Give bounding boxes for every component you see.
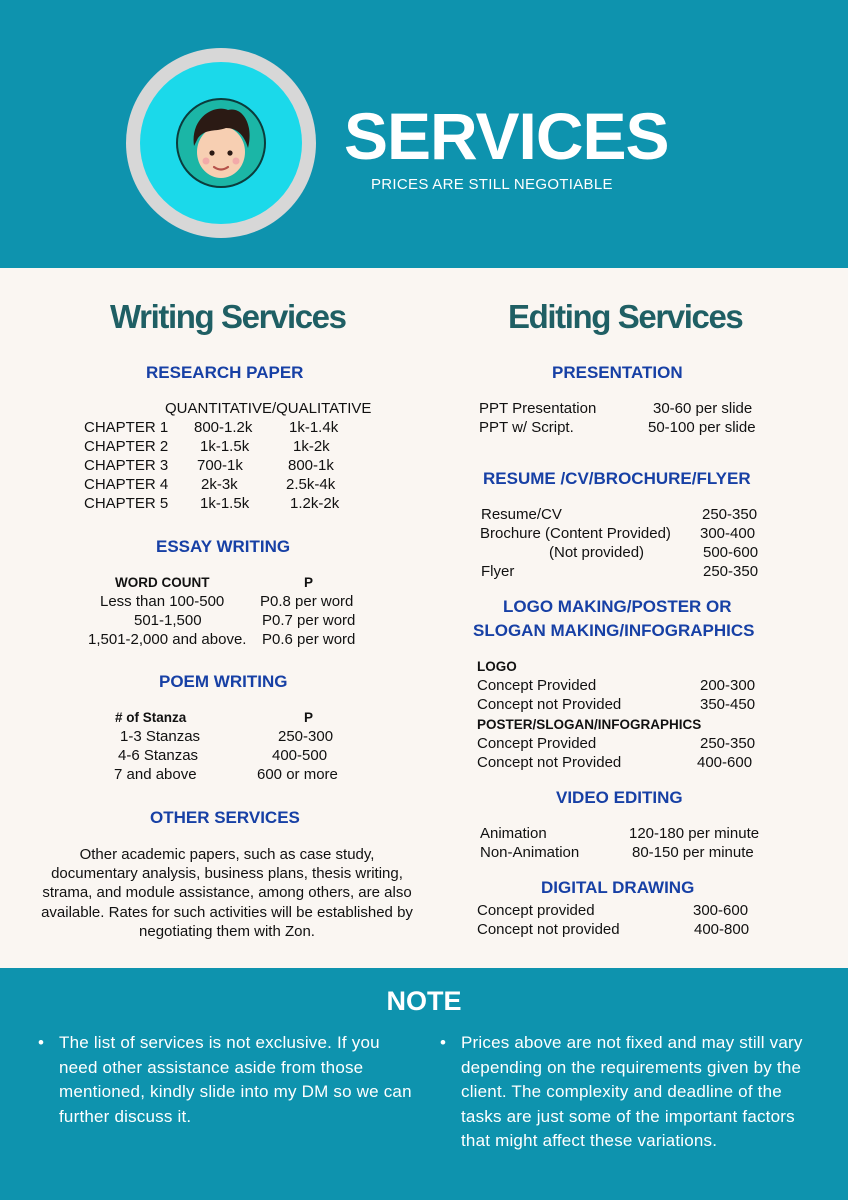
poster-row-item: Concept Provided [477,735,597,752]
writing-services-heading: Writing Services [110,298,346,335]
resume-row-item: Resume/CV [481,506,562,523]
poem-row-price: 600 or more [257,766,338,783]
drawing-row-price: 400-800 [694,921,750,938]
avatar [176,98,266,188]
research-column-header: QUANTITATIVE/QUALITATIVE [165,400,372,417]
research-row-quant: 1k-1.5k [200,495,250,512]
essay-col-header: WORD COUNT [115,575,210,590]
resume-row-item: Brochure (Content Provided) [480,525,671,542]
poem-row-count: 4-6 Stanzas [118,747,199,764]
essay-row-price: P0.8 per word [260,593,354,610]
video-row-price: 80-150 per minute [632,844,754,861]
presentation-row-price: 30-60 per slide [653,400,753,417]
presentation-row-item: PPT w/ Script. [479,419,574,436]
video-row-price: 120-180 per minute [629,825,760,842]
logo-label: LOGO [477,659,517,674]
poem-col-header: # of Stanza [115,710,187,725]
logo-row-price: 350-450 [700,696,756,713]
resume-row-price: 250-350 [703,563,759,580]
other-services-text: Other academic papers, such as case study, documentary analysis, business plans, thesis writing, strama, and module assistance, among others, are also available. Rates for such activities will be established by negotiating them with Zon. [41,846,413,940]
research-row-qual: 1.2k-2k [290,495,340,512]
avatar-icon [176,98,266,188]
research-row-qual: 1k-1.4k [289,419,339,436]
logo-heading-line1: LOGO MAKING/POSTER OR [503,597,732,616]
page-title: SERVICES [344,99,669,173]
header-banner [0,0,848,268]
research-row-label: CHAPTER 4 [84,476,169,493]
poster-row-price: 250-350 [700,735,756,752]
logo-row-item: Concept not Provided [477,696,622,713]
video-row-item: Animation [480,825,547,842]
poem-row-price: 400-500 [272,747,328,764]
essay-row-count: Less than 100-500 [100,593,225,610]
resume-row-item: (Not provided) [549,544,645,561]
research-row-label: CHAPTER 2 [84,438,169,455]
page-subtitle: PRICES ARE STILL NEGOTIABLE [371,176,613,193]
note-left [38,1031,419,1129]
resume-row-price: 300-400 [700,525,756,542]
resume-row-item: Flyer [481,563,515,580]
research-row-qual: 800-1k [288,457,334,474]
resume-heading: RESUME /CV/BROCHURE/FLYER [483,469,751,488]
essay-writing-heading: ESSAY WRITING [156,537,291,556]
resume-row-price: 250-350 [702,506,758,523]
research-row-quant: 2k-3k [201,476,238,493]
research-row-qual: 1k-2k [293,438,330,455]
drawing-row-price: 300-600 [693,902,749,919]
research-row-quant: 700-1k [197,457,243,474]
note-right [440,1031,823,1154]
note-left-text: The list of services is not exclusive. If you need other assistance aside from those mentioned, kindly slide into my DM so we can further discuss it. [59,1033,412,1126]
other-services-heading: OTHER SERVICES [150,808,300,827]
video-row-item: Non-Animation [480,844,580,861]
poem-row-count: 7 and above [114,766,197,783]
note-title: NOTE [386,986,462,1016]
essay-col-header: P [304,575,314,590]
bullet-icon: • [38,1033,45,1052]
logo-row-item: Concept Provided [477,677,597,694]
presentation-heading: PRESENTATION [552,363,683,382]
video-editing-heading: VIDEO EDITING [556,788,683,807]
presentation-row-item: PPT Presentation [479,400,597,417]
drawing-row-item: Concept not provided [477,921,620,938]
logo-row-price: 200-300 [700,677,756,694]
research-row-label: CHAPTER 5 [84,495,169,512]
essay-row-price: P0.6 per word [262,631,356,648]
poem-row-price: 250-300 [278,728,334,745]
logo-heading-line2: SLOGAN MAKING/INFOGRAPHICS [473,621,755,640]
presentation-row-price: 50-100 per slide [648,419,756,436]
research-row-qual: 2.5k-4k [286,476,336,493]
poster-label: POSTER/SLOGAN/INFOGRAPHICS [477,717,702,732]
research-row-quant: 1k-1.5k [200,438,250,455]
research-row-quant: 800-1.2k [194,419,253,436]
research-row-label: CHAPTER 1 [84,419,169,436]
research-row-label: CHAPTER 3 [84,457,169,474]
essay-row-count: 1,501-2,000 and above. [88,631,247,648]
note-right-text: Prices above are not fixed and may still vary depending on the requirements given by the client. The complexity and deadline of the tasks are just some of the important factors that might affect these variations. [461,1033,803,1150]
poem-row-count: 1-3 Stanzas [120,728,201,745]
essay-row-count: 501-1,500 [134,612,202,629]
editing-services-heading: Editing Services [508,298,743,335]
essay-row-price: P0.7 per word [262,612,356,629]
digital-drawing-heading: DIGITAL DRAWING [541,878,695,897]
poem-writing-heading: POEM WRITING [159,672,288,691]
drawing-row-item: Concept provided [477,902,595,919]
poem-col-header: P [304,710,314,725]
poster-row-price: 400-600 [697,754,753,771]
poster-row-item: Concept not Provided [477,754,622,771]
resume-row-price: 500-600 [703,544,759,561]
research-paper-heading: RESEARCH PAPER [146,363,304,382]
bullet-icon: • [440,1033,447,1052]
